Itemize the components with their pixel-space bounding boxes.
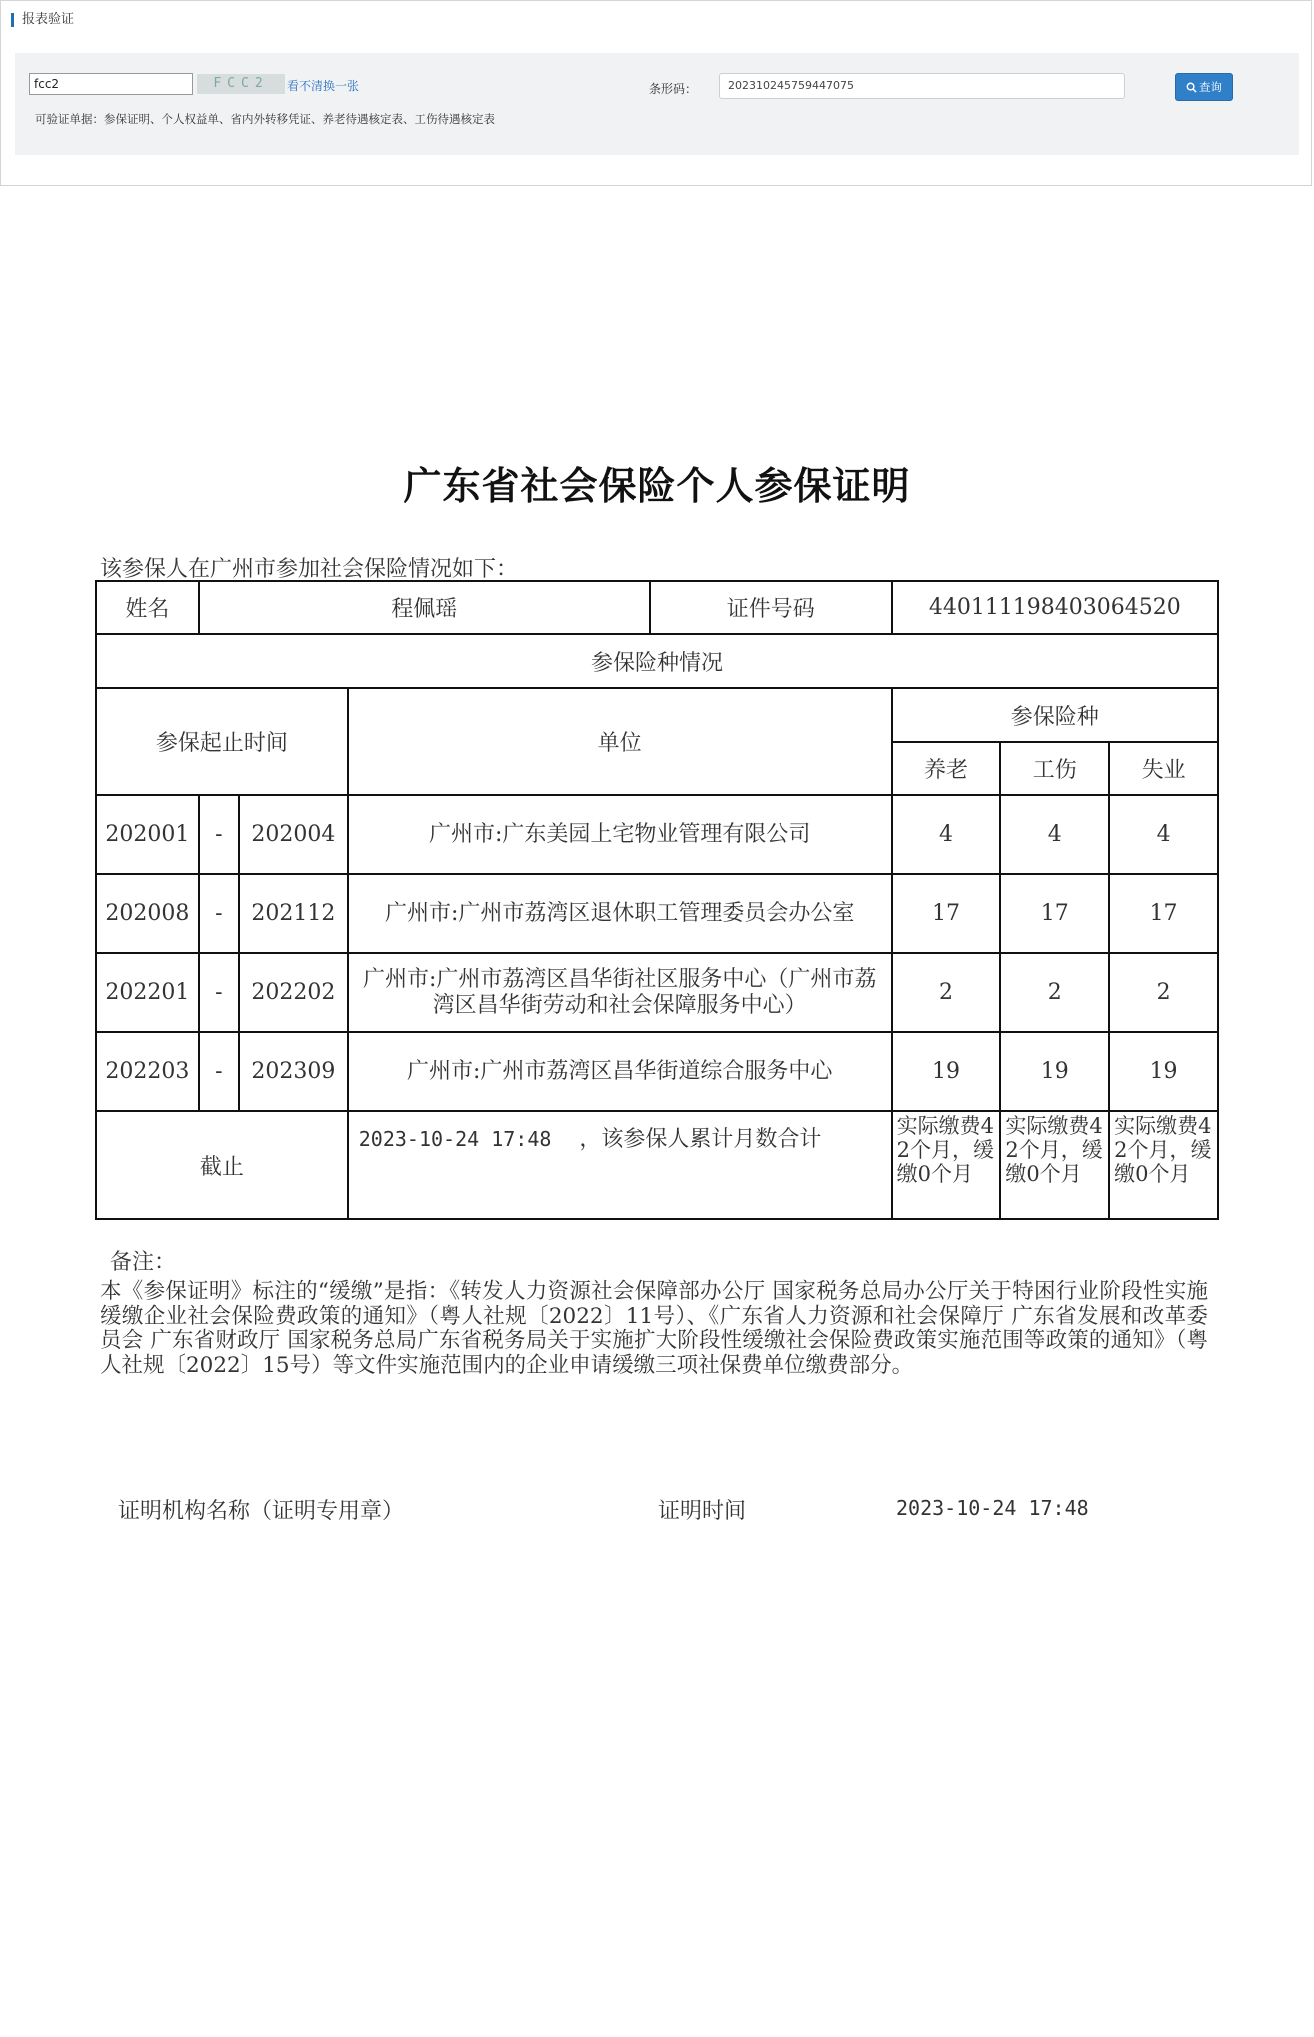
cutoff-time: 2023-10-24 17:48 — [358, 1127, 552, 1151]
period-end: 202004 — [239, 795, 348, 874]
period-header: 参保起止时间 — [96, 688, 348, 795]
unemployment-total: 实际缴费42个月，缓缴0个月 — [1109, 1111, 1218, 1219]
issue-time-value: 2023-10-24 17:48 — [896, 1496, 1089, 1520]
issue-time-label: 证明时间 — [658, 1499, 747, 1524]
unemployment-months: 19 — [1109, 1032, 1218, 1111]
table-row — [96, 874, 1218, 953]
verification-panel — [0, 0, 1312, 186]
column-header-row — [96, 688, 1218, 742]
unemployment-months: 2 — [1109, 953, 1218, 1032]
pension-header: 养老 — [892, 742, 1001, 795]
pension-total: 实际缴费42个月，缓缴0个月 — [892, 1111, 1001, 1219]
table-row — [96, 953, 1218, 1032]
injury-months: 19 — [1000, 1032, 1109, 1111]
unit-name: 广州市:广东美园上宅物业管理有限公司 — [348, 795, 892, 874]
issuing-organization-label: 证明机构名称（证明专用章） — [118, 1499, 405, 1524]
certificate-title: 广东省社会保险个人参保证明 — [403, 464, 911, 508]
certificate-intro: 该参保人在广州市参加社会保险情况如下： — [100, 557, 519, 582]
insurance-table — [95, 580, 1219, 1220]
unit-header: 单位 — [348, 688, 892, 795]
period-dash: - — [199, 1032, 239, 1111]
name-value: 程佩瑶 — [199, 581, 650, 634]
id-label: 证件号码 — [650, 581, 892, 634]
barcode-label: 条形码： — [649, 82, 698, 96]
cutoff-label: 截止 — [96, 1111, 348, 1219]
injury-total: 实际缴费42个月，缓缴0个月 — [1000, 1111, 1109, 1219]
unit-name: 广州市:广州市荔湾区退休职工管理委员会办公室 — [348, 874, 892, 953]
injury-header: 工伤 — [1000, 742, 1109, 795]
unemployment-months: 17 — [1109, 874, 1218, 953]
summary-row — [96, 1111, 1218, 1219]
period-start: 202203 — [96, 1032, 199, 1111]
table-row — [96, 795, 1218, 874]
unit-name: 广州市:广州市荔湾区昌华街道综合服务中心 — [348, 1032, 892, 1111]
period-start: 202008 — [96, 874, 199, 953]
identity-row — [96, 581, 1218, 634]
section-header: 参保险种情况 — [96, 634, 1218, 688]
verifiable-documents-hint: 可验证单据：参保证明、个人权益单、省内外转移凭证、养老待遇核定表、工伤待遇核定表 — [35, 112, 495, 126]
period-end: 202309 — [239, 1032, 348, 1111]
injury-months: 17 — [1000, 874, 1109, 953]
refresh-captcha-link[interactable]: 看不清换一张 — [287, 79, 360, 93]
query-button-label: 查询 — [1199, 80, 1222, 94]
pension-months: 4 — [892, 795, 1001, 874]
pension-months: 2 — [892, 953, 1001, 1032]
period-end: 202202 — [239, 953, 348, 1032]
verification-code-input[interactable]: fcc2 — [29, 73, 193, 95]
cutoff-summary — [348, 1111, 892, 1219]
remark-label: 备注： — [110, 1250, 177, 1275]
query-button[interactable] — [1175, 73, 1233, 101]
remark-text: 本《参保证明》标注的“缓缴”是指：《转发人力资源社会保障部办公厅 国家税务总局办公厅关于特困行业阶段性实施缓缴企业社会保险费政策的通知》（粤人社规〔2022〕11号）、《广东省人力资源和社会保障厅 广东省发展和改革委员会 广东省财政厅 国家税务总局广东省税务局关于实施扩大阶段性缓缴社会保险费政策实施范围等政策的通知》（粤人社规〔2022〕15号）等文件实施范围内的企业申请缓缴三项社保费单位缴费部分。 — [100, 1279, 1208, 1378]
barcode-input[interactable]: 20231024575944707​5 — [719, 73, 1125, 99]
captcha-image[interactable]: FCC2 — [197, 74, 285, 94]
unemployment-header: 失业 — [1109, 742, 1218, 795]
id-value: 440111198403064520 — [892, 581, 1218, 634]
injury-months: 4 — [1000, 795, 1109, 874]
pension-months: 17 — [892, 874, 1001, 953]
cutoff-suffix: ，该参保人累计月数合计 — [579, 1127, 822, 1152]
period-dash: - — [199, 874, 239, 953]
insurance-types-header: 参保险种 — [892, 688, 1218, 742]
unemployment-months: 4 — [1109, 795, 1218, 874]
period-dash: - — [199, 795, 239, 874]
verification-form — [15, 53, 1299, 155]
period-start: 202201 — [96, 953, 199, 1032]
period-start: 202001 — [96, 795, 199, 874]
injury-months: 2 — [1000, 953, 1109, 1032]
search-icon — [1186, 82, 1197, 93]
pension-months: 19 — [892, 1032, 1001, 1111]
table-row — [96, 1032, 1218, 1111]
unit-name: 广州市:广州市荔湾区昌华街社区服务中心（广州市荔湾区昌华街劳动和社会保障服务中心） — [348, 953, 892, 1032]
panel-title: 报表验证 — [11, 13, 74, 27]
period-dash: - — [199, 953, 239, 1032]
section-header-row — [96, 634, 1218, 688]
period-end: 202112 — [239, 874, 348, 953]
name-label: 姓名 — [96, 581, 199, 634]
